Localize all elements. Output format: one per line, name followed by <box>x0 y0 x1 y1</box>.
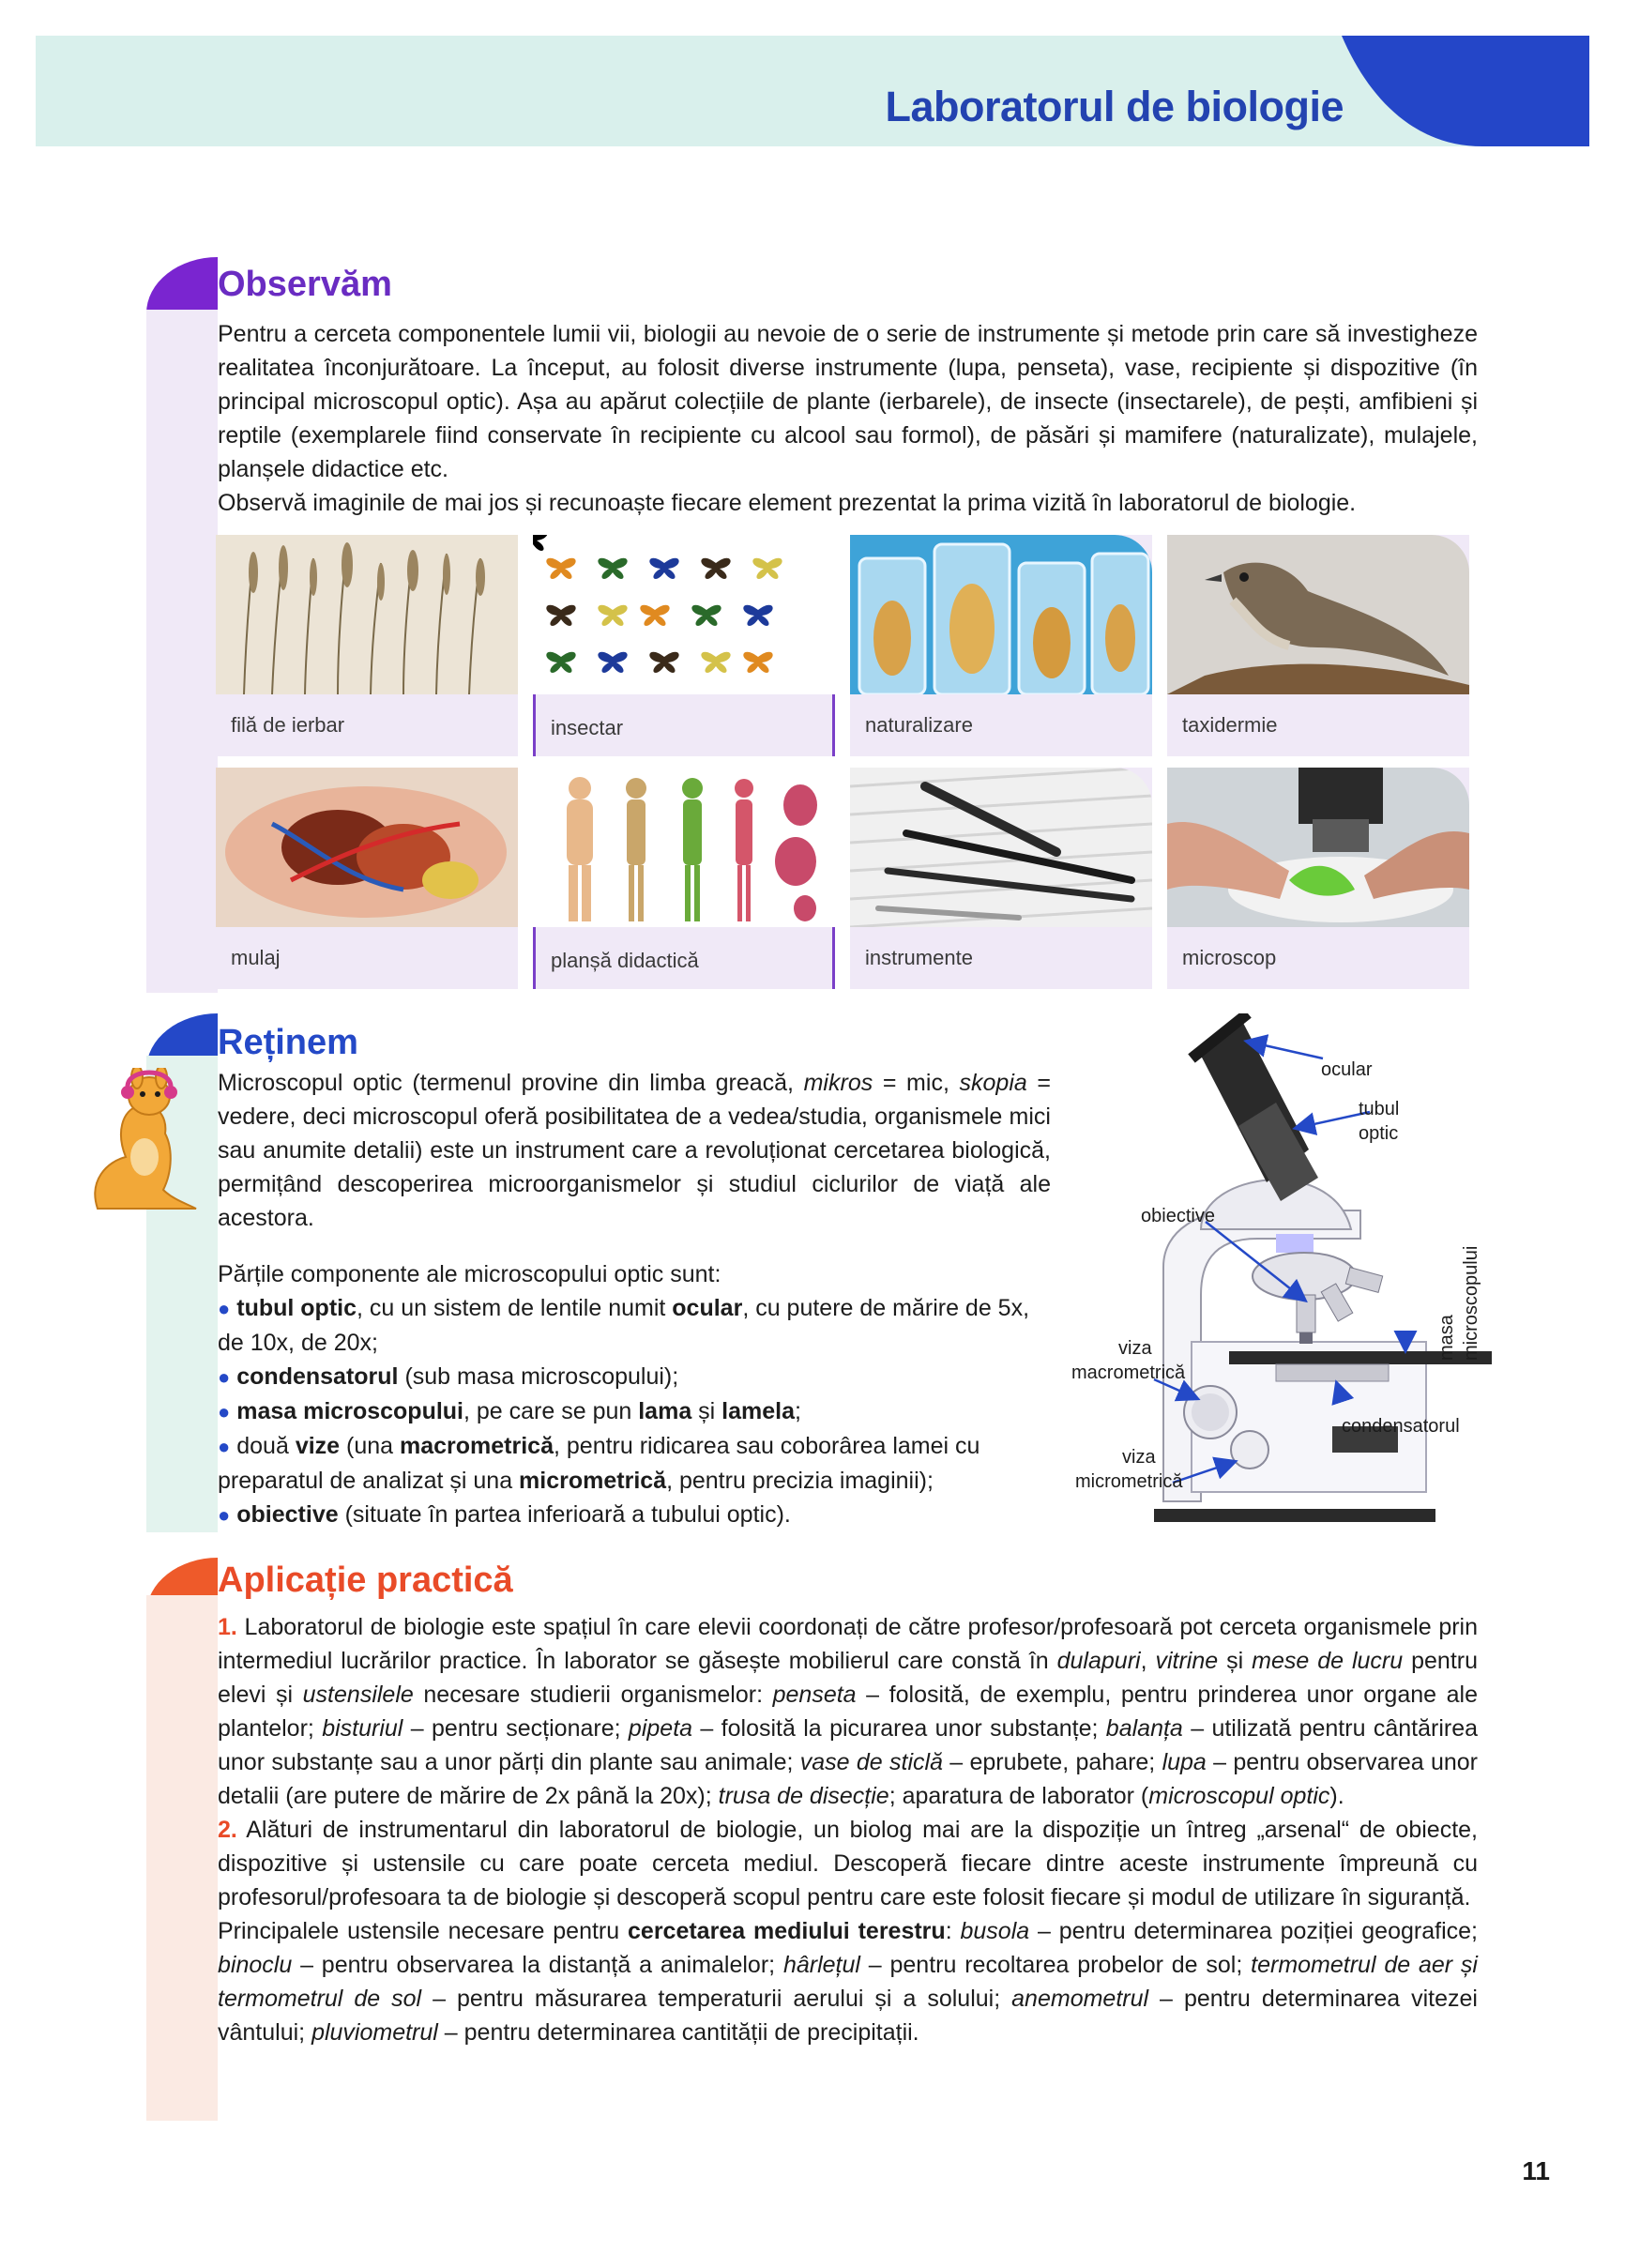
image-label: taxidermie <box>1182 713 1278 737</box>
retinem-intro <box>218 1066 1051 1235</box>
item-number: 2. <box>218 1817 237 1843</box>
label-macrometrica: macrometrică <box>1071 1362 1186 1383</box>
aplicatie-paragraph-3: Principalele ustensile necesare pentru cercetarea mediului terestru: busola – pentru determinarea poziției geografice; binoclu – pentru observarea la distanță a animalelor; hârlețul – pentru recoltarea probelor de sol; termometrul de aer și termometrul de sol – pentru măsurarea temperaturii aerului și a solului; anemometrul – pentru determinarea vitezei vântului; pluviometrul – pentru determinarea cantității de precipitații. <box>218 1918 1478 2046</box>
section-title-aplicatie: Aplicație practică <box>218 1560 513 1600</box>
label-viza-micro: viza <box>1122 1447 1156 1468</box>
label-tubul: tubul <box>1359 1099 1400 1119</box>
bullet-icon: ● <box>218 1503 231 1527</box>
image-card-insectar <box>533 535 835 756</box>
bullet-icon: ● <box>218 1435 231 1458</box>
observam-paragraph: Pentru a cerceta componentele lumii vii, biologii au nevoie de o serie de instrumente și metode prin care să investigheze realitatea înconjurătoare. La început, au folosit diverse instrumente (lupa, penseta), vase, recipiente și dispozitive (în principal microscopul optic). Așa au apărut colecțiile de plante (ierbarele), de insecte (insectarele), de pești, amfibieni și reptile (exemplarele fiind conservate în recipiente cu alcool sau formol), de păsări și mamifere (naturalizate), mulajele, planșele didactice etc. <box>218 321 1478 482</box>
section-marker-observam <box>146 257 218 313</box>
instruments-image <box>850 768 1152 927</box>
section-title-retinem: Reținem <box>218 1023 358 1062</box>
label-optic: optic <box>1359 1123 1399 1144</box>
anatomy-chart-image <box>533 768 835 927</box>
image-label: planșă didactică <box>551 949 699 972</box>
anatomical-model-image <box>216 768 518 927</box>
stuffed-bird-image <box>1167 535 1469 694</box>
image-card-naturalizare <box>850 535 1152 756</box>
microscope-diagram <box>1051 1013 1520 1539</box>
item-number: 1. <box>218 1614 237 1640</box>
label-viza-macro: viza <box>1118 1338 1152 1359</box>
label-ocular: ocular <box>1321 1059 1373 1080</box>
image-label: naturalizare <box>865 713 973 737</box>
bullet-icon: ● <box>218 1400 231 1423</box>
page-number: 11 <box>1522 2156 1550 2185</box>
observam-text <box>218 317 1478 520</box>
part-item: ● obiective (situate în partea inferioară a tubului optic). <box>218 1501 791 1528</box>
microscope-parts-list <box>218 1257 1051 1532</box>
image-label: microscop <box>1182 946 1277 969</box>
label-condensatorul: condensatorul <box>1342 1416 1460 1437</box>
observam-instruction: Observă imaginile de mai jos și recunoaște fiecare element prezentat la prima vizită în laboratorul de biologie. <box>218 490 1357 516</box>
label-masa: masa <box>1436 1315 1457 1361</box>
bullet-icon: ● <box>218 1297 231 1320</box>
herbarium-image <box>216 535 518 694</box>
image-card-microscop <box>1167 768 1469 989</box>
section-band-aplicatie <box>146 1595 218 2121</box>
microscope-use-image <box>1167 768 1469 927</box>
retinem-intro-post: = vedere, deci microscopul oferă posibilitatea de a vedea/studia, organismele mici sau anumite detalii) este un instrument care a revoluționat cercetarea biologică, permițând descoperirea microorganismelor și studiul ciclurilor de viață ale acestora. <box>218 1070 1052 1231</box>
aplicatie-paragraph-1: Laboratorul de biologie este spațiul în care elevii coordonați de către profesor/profesoară pot cerceta organismele prin intermediul lucrărilor practice. În laborator se găsește mobilierul care constă în dulapuri, vitrine și mese de lucru pentru elevi și ustensilele necesare studierii organismelor: penseta – folosită, de exemplu, pentru prinderea unor organe ale plantelor; bisturiul – pentru secționare; pipeta – folosită la picurarea unor substanțe; balanța – utilizată pentru cântărirea unor substanțe sau a unor părți din plante sau animale; vase de sticlă – eprubete, pahare; lupa – pentru observarea unor detalii (are putere de mărire de 2x până la 20x); trusa de disecție; aparatura de laborator (microscopul optic). <box>218 1614 1479 1809</box>
part-item: ● tubul optic, cu un sistem de lentile numit ocular, cu putere de mărire de 5x, de 10x, de 20x; <box>218 1295 1030 1356</box>
image-card-ierbar <box>216 535 518 756</box>
aplicatie-paragraph-2: Alături de instrumentarul din laboratorul de biologie, un biolog mai are la dispoziție un întreg „arsenal“ de obiecte, dispozitive și ustensile cu care poate cerceta mediul. Descoperă fiecare dintre aceste instrumente împreună cu profesorul/profesoara ta de biologie și descoperă scopul pentru care este folosit fiecare și modul de utilizare în siguranță. <box>218 1817 1478 1910</box>
part-item: ● două vize (una macrometrică, pentru ridicarea sau coborârea lamei cu preparatul de analizat și una micrometrică, pentru precizia imaginii); <box>218 1433 980 1494</box>
image-label: filă de ierbar <box>231 713 345 737</box>
header-corner-shape <box>1342 36 1589 146</box>
label-microscopului: microscopului <box>1461 1245 1481 1361</box>
image-card-taxidermie <box>1167 535 1469 756</box>
aplicatie-text <box>218 1610 1478 2049</box>
retinem-intro-mid1: = mic, <box>873 1070 960 1096</box>
preserved-specimens-image <box>850 535 1152 694</box>
kangaroo-mascot-icon <box>79 1068 201 1218</box>
bullet-icon: ● <box>218 1365 231 1389</box>
term-mikros: mikros <box>803 1070 873 1096</box>
image-label: mulaj <box>231 946 281 969</box>
section-band-observam <box>146 310 218 993</box>
image-card-instrumente <box>850 768 1152 989</box>
image-card-mulaj <box>216 768 518 989</box>
image-label: instrumente <box>865 946 973 969</box>
label-obiective: obiective <box>1141 1206 1215 1226</box>
section-title-observam: Observăm <box>218 265 392 304</box>
label-micrometrica: micrometrică <box>1075 1471 1183 1492</box>
part-item: ● masa microscopului, pe care se pun lama și lamela; <box>218 1398 801 1424</box>
parts-intro: Părțile componente ale microscopului optic sunt: <box>218 1261 721 1287</box>
image-label: insectar <box>551 716 624 739</box>
image-card-plansa <box>533 768 835 989</box>
page-title: Laboratorul de biologie <box>885 83 1344 130</box>
retinem-intro-pre: Microscopul optic (termenul provine din limba greacă, <box>218 1070 804 1096</box>
part-item: ● condensatorul (sub masa microscopului); <box>218 1363 679 1390</box>
term-skopia: skopia <box>959 1070 1027 1096</box>
insect-collection-image <box>533 535 835 694</box>
